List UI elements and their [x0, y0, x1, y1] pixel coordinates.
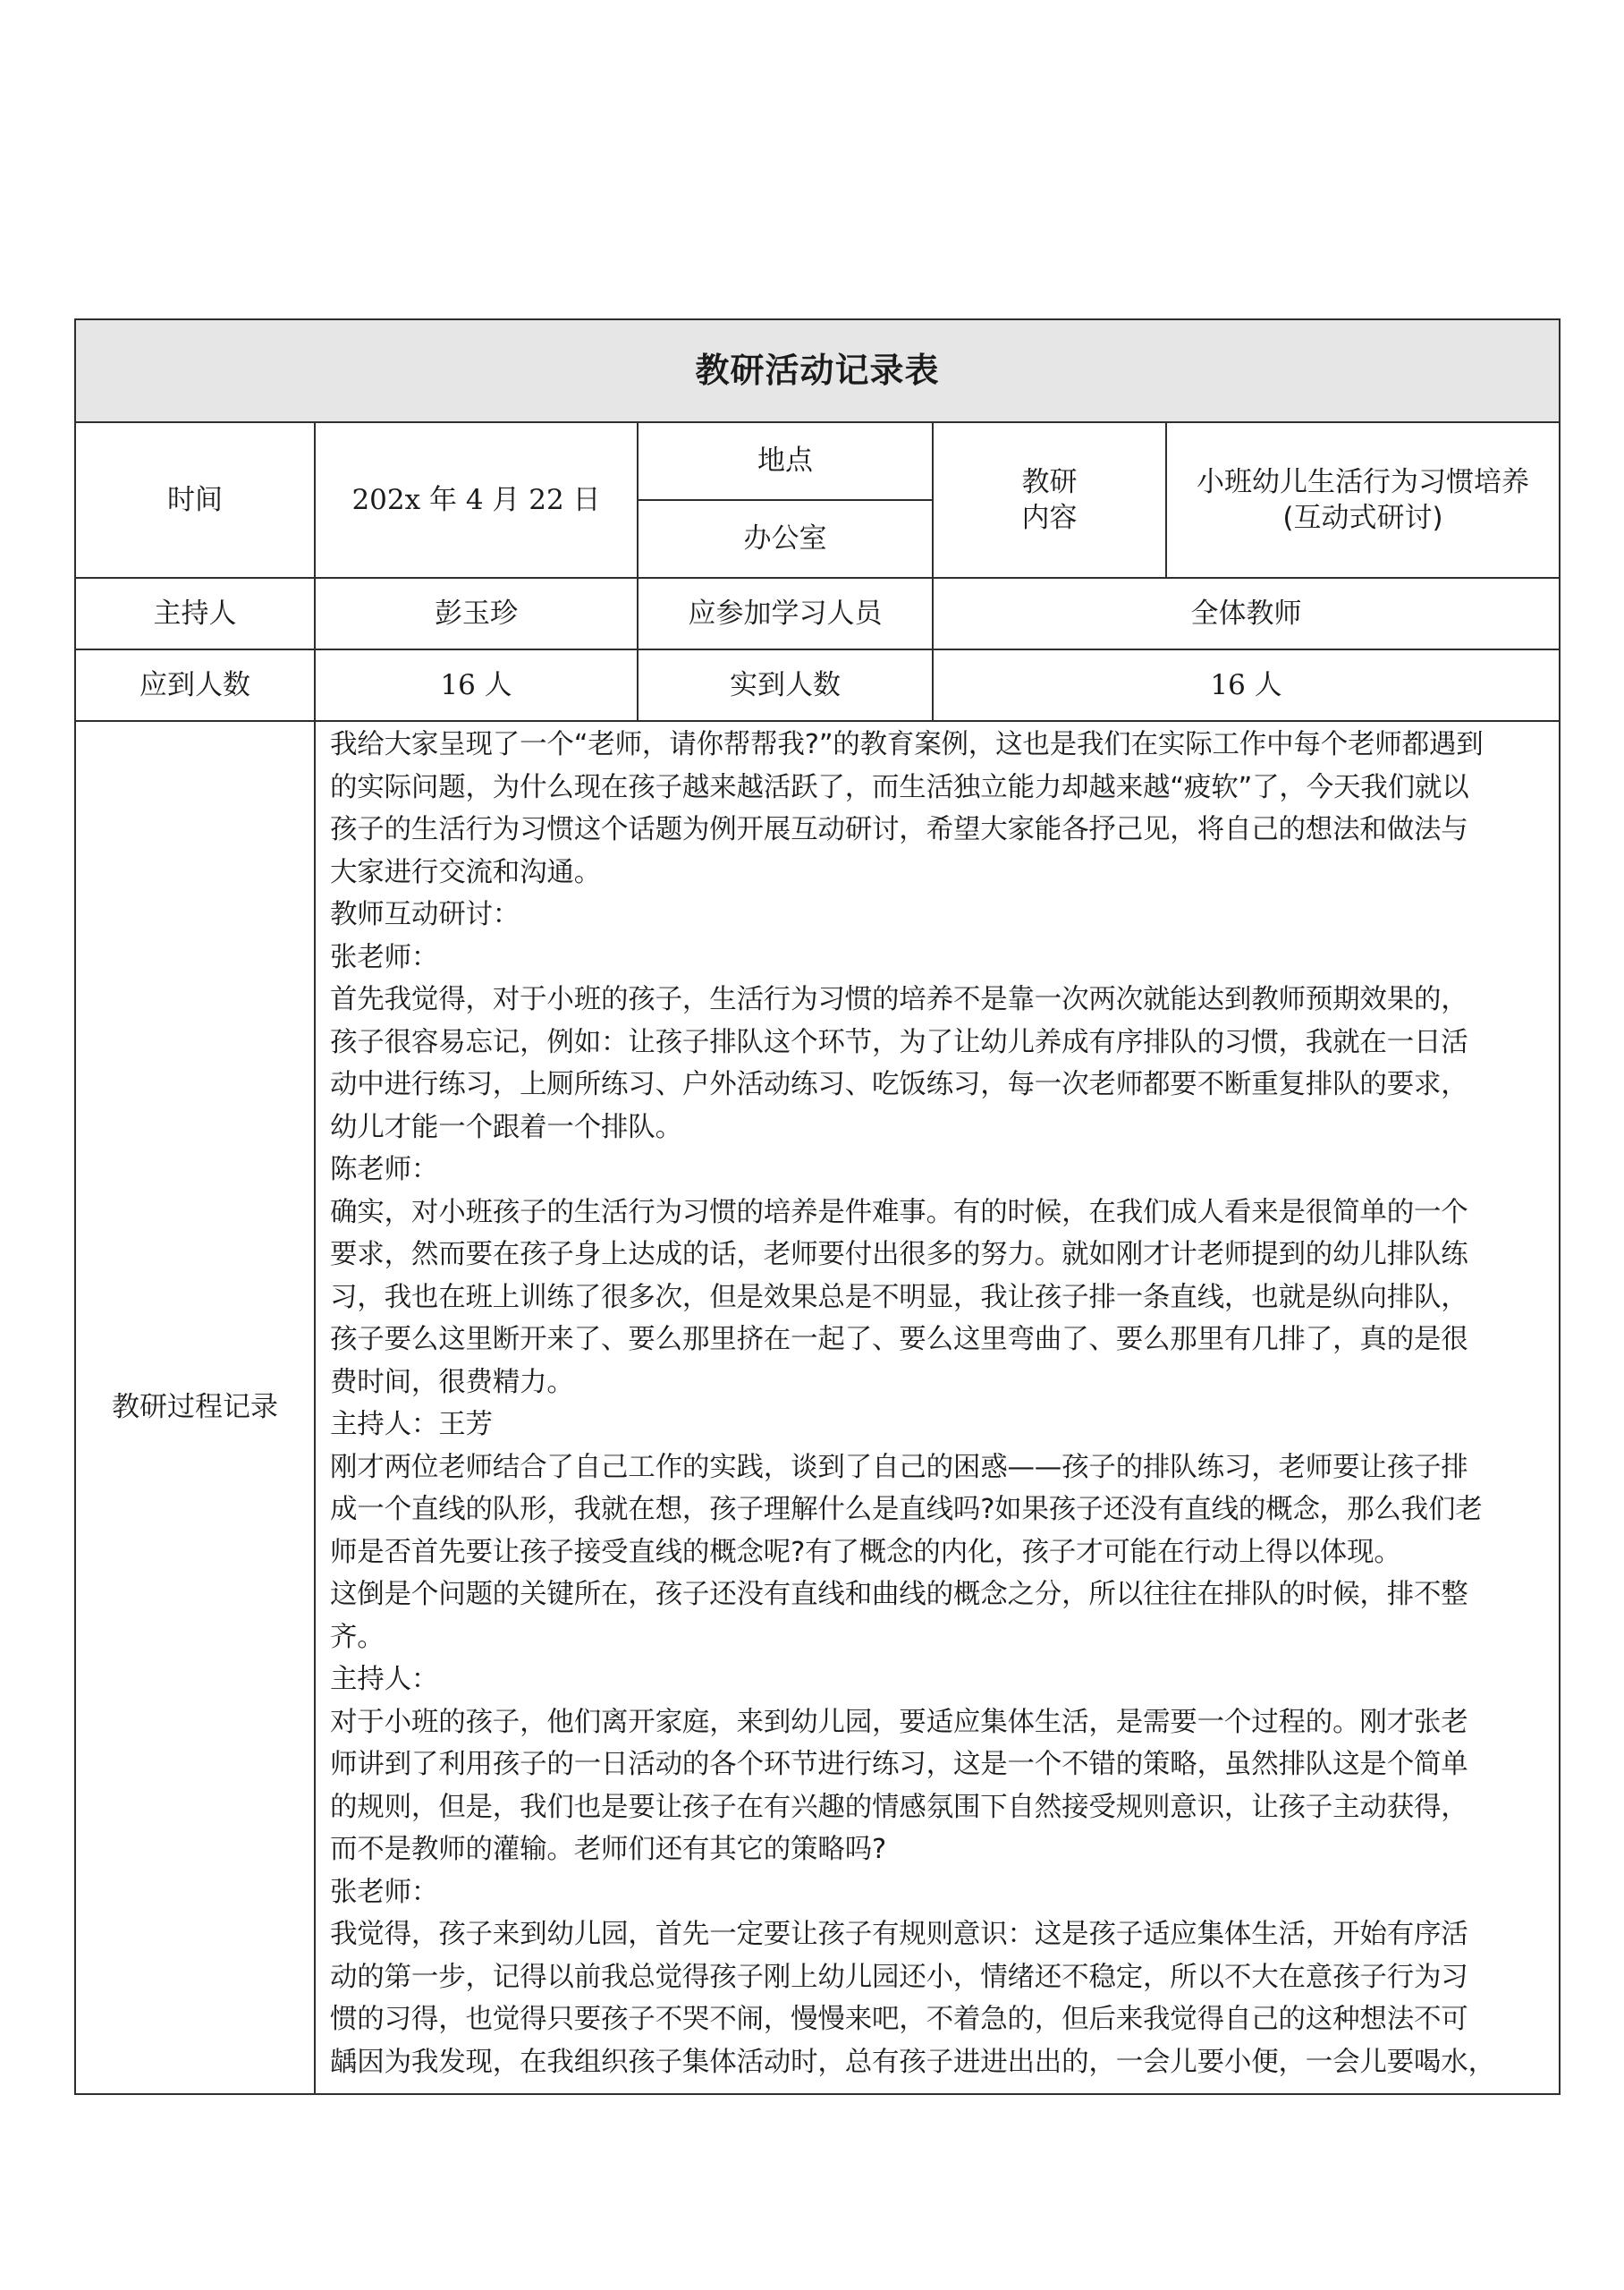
location-label: 地点	[638, 422, 933, 500]
time-label: 时间	[75, 422, 315, 578]
process-line: 教师互动研讨：	[330, 899, 520, 930]
location-value: 办公室	[638, 500, 933, 578]
expected-count-value: 16 人	[315, 649, 638, 721]
topic-label-line1: 教研	[1021, 465, 1078, 498]
participants-value: 全体教师	[933, 578, 1560, 649]
actual-count-value: 16 人	[933, 649, 1560, 721]
process-line: 我觉得，孩子来到幼儿园，首先一定要让孩子有规则意识：这是孩子适应集体生活，开始有序活	[330, 1919, 1468, 1950]
process-line: 习，我也在班上训练了很多次，但是效果总是不明显，我让孩子排一条直线，也就是纵向排队，	[330, 1281, 1468, 1313]
process-line: 齐。	[330, 1621, 385, 1653]
process-line: 动中进行练习，上厕所练习、户外活动练习、吃饭练习，每一次老师都要不断重复排队的要求，	[330, 1069, 1468, 1100]
process-line: 陈老师：	[330, 1154, 439, 1185]
host-value: 彭玉珍	[315, 578, 638, 649]
process-line: 师是否首先要让孩子接受直线的概念呢?有了概念的内化，孩子才可能在行动上得以体现。	[330, 1536, 1401, 1568]
table-title: 教研活动记录表	[75, 319, 1560, 422]
process-line: 成一个直线的队形，我就在想，孩子理解什么是直线吗?如果孩子还没有直线的概念，那么我们老	[330, 1494, 1483, 1525]
record-table	[74, 318, 1561, 2095]
topic-label-line2: 内容	[1021, 502, 1078, 534]
process-line: 幼儿才能一个跟着一个排队。	[330, 1111, 682, 1143]
process-line: 龋因为我发现，在我组织孩子集体活动时，总有孩子进进出出的，一会儿要小便，一会儿要喝水，	[330, 2046, 1495, 2078]
process-label: 教研过程记录	[75, 721, 315, 2094]
process-line: 主持人：	[330, 1664, 439, 1695]
process-line: 对于小班的孩子，他们离开家庭，来到幼儿园，要适应集体生活，是需要一个过程的。刚才张老	[330, 1706, 1468, 1738]
process-line: 要求，然而要在孩子身上达成的话，老师要付出很多的努力。就如刚才计老师提到的幼儿排队练	[330, 1239, 1468, 1270]
process-line: 刚才两位老师结合了自己工作的实践，谈到了自己的困惑——孩子的排队练习，老师要让孩子排	[330, 1451, 1468, 1483]
expected-count-label: 应到人数	[75, 649, 315, 721]
process-line: 费时间，很费精力。	[330, 1366, 574, 1398]
process-line: 孩子很容易忘记，例如：让孩子排队这个环节，为了让幼儿养成有序排队的习惯，我就在一日活	[330, 1026, 1468, 1058]
process-line: 确实，对小班孩子的生活行为习惯的培养是件难事。有的时候，在我们成人看来是很简单的一个	[330, 1196, 1468, 1228]
participants-label: 应参加学习人员	[638, 578, 933, 649]
process-line: 我给大家呈现了一个“老师，请你帮帮我?”的教育案例，这也是我们在实际工作中每个老师都遇到	[330, 729, 1484, 760]
host-label: 主持人	[75, 578, 315, 649]
topic-label	[933, 422, 1166, 578]
process-line: 孩子的生活行为习惯这个话题为例开展互动研讨，希望大家能各抒己见，将自己的想法和做法与	[330, 814, 1468, 845]
process-line: 张老师：	[330, 941, 439, 973]
process-line: 而不是教师的灌输。老师们还有其它的策略吗?	[330, 1834, 886, 1865]
process-line: 首先我觉得，对于小班的孩子，生活行为习惯的培养不是靠一次两次就能达到教师预期效果的，	[330, 984, 1468, 1015]
time-value: 202x 年 4 月 22 日	[315, 422, 638, 578]
process-line: 动的第一步，记得以前我总觉得孩子刚上幼儿园还小，情绪还不稳定，所以不大在意孩子行为习	[330, 1961, 1468, 1993]
topic-value	[1166, 422, 1560, 578]
topic-value-line2: (互动式研讨)	[1282, 502, 1443, 534]
process-line: 大家进行交流和沟通。	[330, 856, 601, 888]
process-line: 的规则，但是，我们也是要让孩子在有兴趣的情感氛围下自然接受规则意识，让孩子主动获得，	[330, 1791, 1468, 1823]
process-line: 这倒是个问题的关键所在，孩子还没有直线和曲线的概念之分，所以往往在排队的时候，排不整	[330, 1579, 1468, 1610]
process-line: 张老师：	[330, 1876, 439, 1908]
process-line: 主持人：王芳	[330, 1409, 493, 1440]
process-line: 孩子要么这里断开来了、要么那里挤在一起了、要么这里弯曲了、要么那里有几排了，真的是很	[330, 1324, 1468, 1355]
process-line: 的实际问题，为什么现在孩子越来越活跃了，而生活独立能力却越来越“疲软”了，今天我们就以	[330, 771, 1469, 803]
process-record-content	[315, 721, 1560, 2094]
process-line: 师讲到了利用孩子的一日活动的各个环节进行练习，这是一个不错的策略，虽然排队这是个简单	[330, 1749, 1468, 1780]
actual-count-label: 实到人数	[638, 649, 933, 721]
process-line: 惯的习得，也觉得只要孩子不哭不闹，慢慢来吧，不着急的，但后来我觉得自己的这种想法不可	[330, 2004, 1468, 2035]
topic-value-line1: 小班幼儿生活行为习惯培养	[1197, 465, 1529, 498]
